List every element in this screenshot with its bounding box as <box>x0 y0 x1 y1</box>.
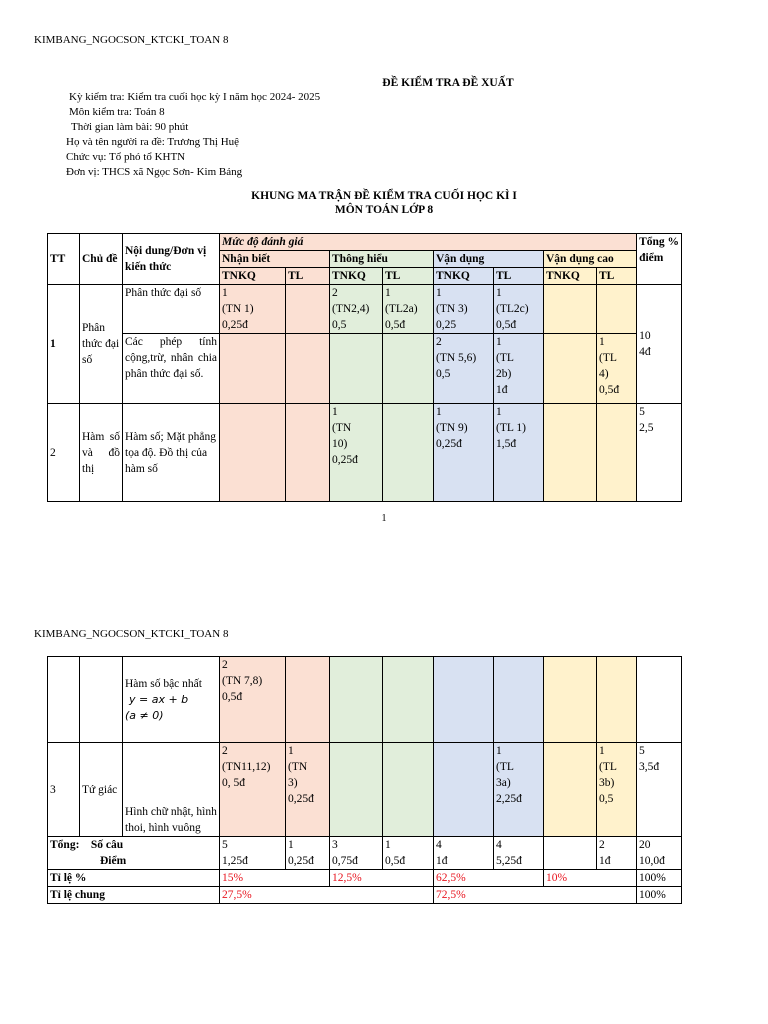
ratio-van-dung: 62,5% <box>434 870 544 887</box>
cell-nb-tnkq: 2 (TN11,12) 0, 5đ <box>220 743 286 837</box>
cell-nb-tnkq <box>220 334 286 404</box>
cell-vdc-tnkq <box>544 334 597 404</box>
header-van-dung-cao: Vận dụng cao <box>544 251 637 268</box>
header-tt: TT <box>48 234 80 285</box>
row-tt: 3 <box>48 743 80 837</box>
row-noi-dung: Các phép tính cộng,trừ, nhân chia phân thức đại số. <box>123 334 220 404</box>
ratio-van-dung-cao: 10% <box>544 870 637 887</box>
cell-vd-tl: 1 (TL 3a) 2,25đ <box>494 743 544 837</box>
row-noi-dung: Hàm số; Mặt phẳng tọa độ. Đồ thị của hàm số <box>123 404 220 502</box>
common-ratio-total: 100% <box>637 887 682 904</box>
cell-nb-tnkq <box>220 404 286 502</box>
total-cell: 4 5,25đ <box>494 837 544 870</box>
cell-vdc-tnkq <box>544 743 597 837</box>
info-line: Đơn vị: THCS xã Ngọc Sơn- Kim Bảng <box>66 166 243 178</box>
ratio-thong-hieu: 12,5% <box>330 870 434 887</box>
totals-label-points: Điểm <box>100 855 127 867</box>
header-muc-do: Mức độ đánh giá <box>220 234 637 251</box>
header-tnkq: TNKQ <box>220 268 286 285</box>
row-noi-dung: Hình chữ nhật, hình thoi, hình vuông <box>123 743 220 837</box>
header-tl: TL <box>286 268 330 285</box>
matrix-subtitle: MÔN TOÁN LỚP 8 <box>334 204 434 216</box>
total-cell: 20 10,0đ <box>637 837 682 870</box>
common-ratio-high: 72,5% <box>434 887 637 904</box>
header-thong-hieu: Thông hiểu <box>330 251 434 268</box>
header-nhan-biet: Nhận biết <box>220 251 330 268</box>
cell-vdc-tl <box>597 404 637 502</box>
info-line: Thời gian làm bài: 90 phút <box>71 121 189 133</box>
cell-vd-tl: 1 (TL 2b) 1đ <box>494 334 544 404</box>
cell-vd-tnkq <box>434 657 494 743</box>
info-line: Môn kiểm tra: Toán 8 <box>69 106 165 118</box>
cell-th-tnkq <box>330 743 383 837</box>
cell-vd-tl: 1 (TL 1) 1,5đ <box>494 404 544 502</box>
total-cell: 3 0,75đ <box>330 837 383 870</box>
cell-th-tl: 1 (TL2a) 0,5đ <box>383 285 434 334</box>
info-line: Họ và tên người ra đề: Trương Thị Huệ <box>66 136 240 148</box>
cell-th-tnkq <box>330 657 383 743</box>
header-tl: TL <box>494 268 544 285</box>
cell-tong <box>637 657 682 743</box>
total-cell: 5 1,25đ <box>220 837 286 870</box>
header-tnkq: TNKQ <box>434 268 494 285</box>
cell-vdc-tl: 1 (TL 4) 0,5đ <box>597 334 637 404</box>
header-tong: Tổng % điểm <box>637 234 682 285</box>
common-ratio-label: Tỉ lệ chung <box>48 887 220 904</box>
total-cell: 2 1đ <box>597 837 637 870</box>
cell-nb-tnkq: 1 (TN 1) 0,25đ <box>220 285 286 334</box>
cell-tong: 5 2,5 <box>637 404 682 502</box>
exam-info <box>66 90 321 180</box>
info-line: Kỳ kiểm tra: Kiểm tra cuối học kỳ I năm học 2024- 2025 <box>69 91 321 103</box>
row-noi-dung <box>123 657 220 743</box>
header-van-dung: Vận dụng <box>434 251 544 268</box>
header-code: KIMBANG_NGOCSON_KTCKI_TOAN 8 <box>34 628 229 640</box>
cell-th-tl <box>383 404 434 502</box>
cell-nb-tnkq: 2 (TN 7,8) 0,5đ <box>220 657 286 743</box>
cell-vd-tnkq: 1 (TN 9) 0,25đ <box>434 404 494 502</box>
header-tl: TL <box>383 268 434 285</box>
header-tnkq: TNKQ <box>544 268 597 285</box>
row-chu-de: Tứ giác <box>80 743 123 837</box>
total-cell: 1 0,25đ <box>286 837 330 870</box>
cell-nb-tl <box>286 657 330 743</box>
cell-tong: 5 3,5đ <box>637 743 682 837</box>
cell-nb-tl <box>286 404 330 502</box>
cell-vdc-tl <box>597 285 637 334</box>
header-tl: TL <box>597 268 637 285</box>
cell-vdc-tnkq <box>544 404 597 502</box>
ratio-nhan-biet: 15% <box>220 870 330 887</box>
matrix-title: KHUNG MA TRẬN ĐỀ KIỂM TRA CUỐI HỌC KÌ I <box>251 190 517 202</box>
common-ratio-low: 27,5% <box>220 887 434 904</box>
row-chu-de: Hàm số và đồ thị <box>80 404 123 502</box>
document-title: ĐỀ KIỂM TRA ĐỀ XUẤT <box>382 77 514 89</box>
info-line: Chức vụ: Tổ phó tổ KHTN <box>66 151 186 163</box>
ratio-total: 100% <box>637 870 682 887</box>
ratio-label: Tỉ lệ % <box>48 870 220 887</box>
row-chu-de: Phân thức đại số <box>80 285 123 404</box>
cell-vdc-tl: 1 (TL 3b) 0,5 <box>597 743 637 837</box>
cell-vdc-tnkq <box>544 657 597 743</box>
total-cell: 1 0,5đ <box>383 837 434 870</box>
cell-vd-tnkq <box>434 743 494 837</box>
cell-th-tl <box>383 657 434 743</box>
header-code: KIMBANG_NGOCSON_KTCKI_TOAN 8 <box>34 34 229 46</box>
row-tt <box>48 657 80 743</box>
cell-vd-tl: 1 (TL2c) 0,5đ <box>494 285 544 334</box>
row-noi-dung: Phân thức đại số <box>123 285 220 334</box>
cell-vdc-tl <box>597 657 637 743</box>
cell-nb-tl <box>286 285 330 334</box>
cell-th-tnkq <box>330 334 383 404</box>
totals-label-count: Tổng: Số câu <box>50 839 124 851</box>
total-cell: 4 1đ <box>434 837 494 870</box>
page-number: 1 <box>381 513 387 524</box>
cell-nb-tl <box>286 334 330 404</box>
noi-dung-label: Hàm số bậc nhất <box>125 677 202 690</box>
total-cell <box>544 837 597 870</box>
cell-vd-tl <box>494 657 544 743</box>
header-noi-dung: Nội dung/Đơn vị kiến thức <box>123 234 220 285</box>
cell-tong: 10 4đ <box>637 285 682 404</box>
cell-vd-tnkq: 2 (TN 5,6) 0,5 <box>434 334 494 404</box>
totals-label <box>48 837 220 870</box>
header-chu-de: Chủ đề <box>80 234 123 285</box>
matrix-table-page2 <box>47 656 682 904</box>
linear-function-formula: y = ax + b <box>129 692 189 706</box>
cell-nb-tl: 1 (TN 3) 0,25đ <box>286 743 330 837</box>
cell-th-tnkq: 2 (TN2,4) 0,5 <box>330 285 383 334</box>
row-tt: 1 <box>48 285 80 404</box>
cell-vd-tnkq: 1 (TN 3) 0,25 <box>434 285 494 334</box>
cell-th-tl <box>383 743 434 837</box>
cell-vdc-tnkq <box>544 285 597 334</box>
matrix-table-page1 <box>47 233 682 502</box>
row-chu-de <box>80 657 123 743</box>
linear-function-condition: (a ≠ 0) <box>125 708 164 722</box>
row-tt: 2 <box>48 404 80 502</box>
cell-th-tl <box>383 334 434 404</box>
header-tnkq: TNKQ <box>330 268 383 285</box>
cell-th-tnkq: 1 (TN 10) 0,25đ <box>330 404 383 502</box>
